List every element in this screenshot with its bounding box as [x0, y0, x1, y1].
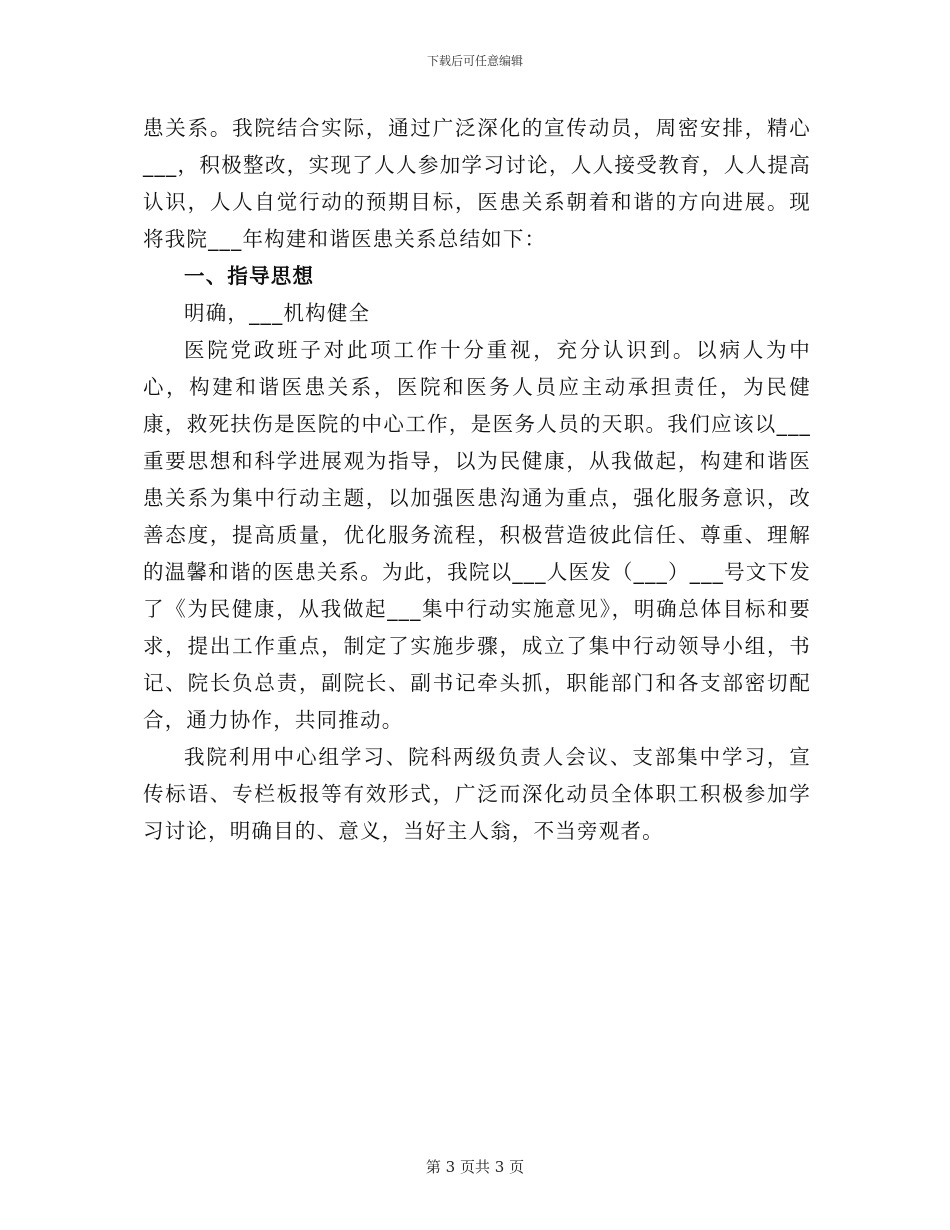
page-number: 第 3 页共 3 页	[425, 1158, 525, 1176]
paragraph-main: 医院党政班子对此项工作十分重视，充分认识到。以病人为中心，构建和谐医患关系，医院和医务人员应主动承担责任，为民健康，救死扶伤是医院的中心工作，是医务人员的天职。我们应该以___重要思想和科学进展观为指导，以为民健康，从我做起，构建和谐医患关系为集中行动主题，以加强医患沟通为重点，强化服务意识，改善态度，提高质量，优化服务流程，积极营造彼此信任、尊重、理解的温馨和谐的医患关系。为此，我院以___人医发（___）___号文下发了《为民健康，从我做起___集中行动实施意见》，明确总体目标和要求，提出工作重点，制定了实施步骤，成立了集中行动领导小组，书记、院长负总责，副院长、副书记牵头抓，职能部门和各支部密切配合，通力协作，共同推动。	[143, 338, 811, 732]
section-heading: 一、指导思想	[184, 264, 315, 288]
document-body	[143, 110, 811, 850]
paragraph-continuation: 患关系。我院结合实际，通过广泛深化的宣传动员，周密安排，精心___，积极整改，实现了人人参加学习讨论，人人接受教育，人人提高认识，人人自觉行动的预期目标，医患关系朝着和谐的方向进展。现将我院___年构建和谐医患关系总结如下：	[143, 116, 811, 251]
paragraph-subheading: 明确，___机构健全	[184, 301, 371, 325]
paragraph-study: 我院利用中心组学习、院科两级负责人会议、支部集中学习，宣传标语、专栏板报等有效形式，广泛而深化动员全体职工积极参加学习讨论，明确目的、意义，当好主人翁，不当旁观者。	[143, 745, 811, 843]
header-note: 下载后可任意编辑	[426, 54, 523, 68]
